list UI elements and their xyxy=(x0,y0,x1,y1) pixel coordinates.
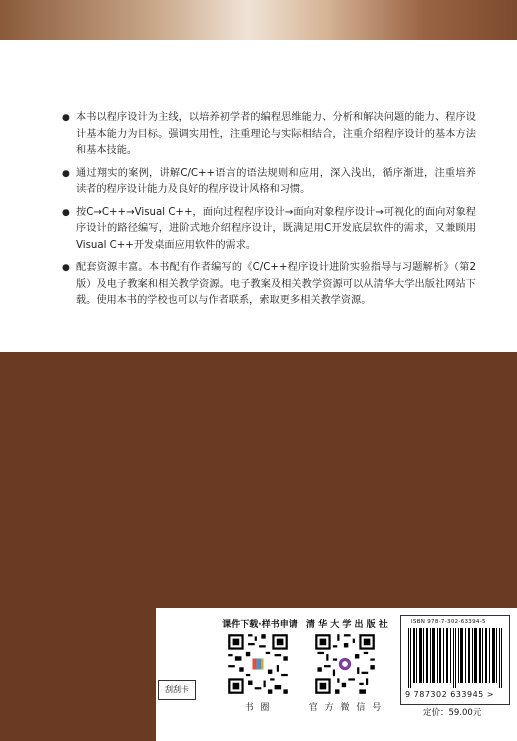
top-decorative-band xyxy=(0,0,517,40)
feature-item xyxy=(62,260,476,310)
bullet-icon: ● xyxy=(62,207,70,218)
qr-right-caption: 官 方 微 信 号 xyxy=(308,703,384,713)
bullet-icon: ● xyxy=(62,113,70,123)
bullet-icon: ● xyxy=(62,168,70,179)
isbn-barcode-box xyxy=(400,615,510,705)
price-label: 定价：59.00元 xyxy=(423,708,482,718)
qr-code-icon[interactable] xyxy=(226,632,290,696)
scratch-card-label: 刮刮卡 xyxy=(158,680,196,700)
feature-text: 通过翔实的案例，讲解C/C++语言的语法规则和应用，深入浅出，循序渐进，注重培养读者的程序设计能力及良好的程序设计风格和习惯。 xyxy=(76,167,476,195)
feature-text: 按C→C++→Visual C++，面向过程程序设计→面向对象程序设计→可视化的面向对象程序设计的路径编写，进阶式地介绍程序设计，既满足用C开发底层软件的需求，又兼顾用Visual C++开发桌面应用软件的需求。 xyxy=(76,206,476,251)
feature-item xyxy=(62,110,476,160)
bullet-icon: ● xyxy=(62,263,70,273)
qr-right-title: 清 华 大 学 出 版 社 xyxy=(306,620,388,630)
feature-item xyxy=(62,205,476,255)
qr-code-icon[interactable] xyxy=(313,632,377,696)
feature-text: 本书以程序设计为主线，以培养初学者的编程思维能力、分析和解决问题的能力、程序设计基本能力为目标。强调实用性，注重理论与实际相结合，注重介绍程序设计的基本方法和基本技能。 xyxy=(76,112,476,156)
feature-item xyxy=(62,166,476,199)
isbn-number: ISBN 978-7-302-63394-5 xyxy=(411,619,486,625)
feature-list xyxy=(62,110,476,316)
barcode-digits: 9 787302 633945 > xyxy=(405,690,494,699)
qr-left-caption: 书 圈 xyxy=(244,703,272,713)
qr-left-title: 课件下载·样书申请 xyxy=(222,620,298,630)
barcode-icon xyxy=(407,628,503,688)
feature-text: 配套资源丰富。本书配有作者编写的《C/C++程序设计进阶实验指导与习题解析》（第2版）及电子教案和相关教学资源。电子教案及相关教学资源可以从清华大学出版社网站下载。使用本书的学校也可以与作者联系，索取更多相关教学资源。 xyxy=(76,262,476,306)
